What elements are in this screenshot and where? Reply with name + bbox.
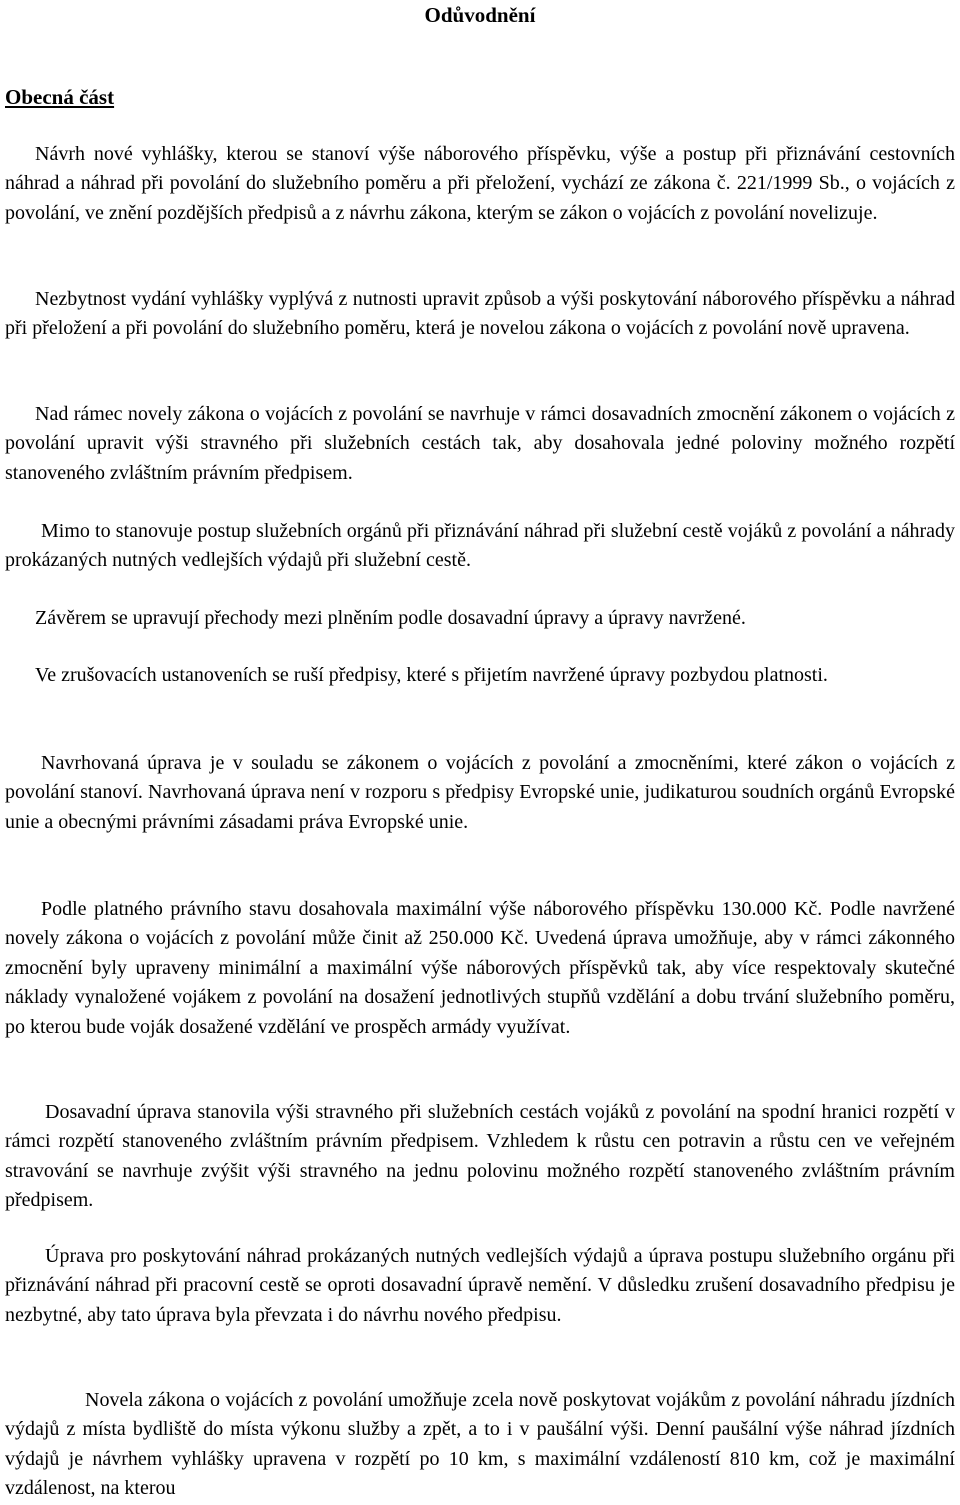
paragraph-1: Návrh nové vyhlášky, kterou se stanoví výše náborového příspěvku, výše a postup při přiznávání cestovních náhrad a náhrad při povolání do služebního poměru a při přeložení, vychází ze zákona č. 221/1999 Sb., o vojácích z povolání, ve znění pozdějších předpisů a z návrhu zákona, kterým se zákon o vojácích z povolání novelizuje. — [5, 143, 955, 224]
section-heading: Obecná část — [5, 85, 115, 109]
paragraph-6: Ve zrušovacích ustanoveních se ruší předpisy, které s přijetím navržené úpravy pozbydou platnosti. — [35, 664, 828, 686]
document-title: Odůvodnění — [424, 3, 536, 27]
paragraph-10: Úprava pro poskytování náhrad prokázaných nutných vedlejších výdajů a úprava postupu služebního orgánu při přiznávání náhrad při pracovní cestě se oproti dosavadní úpravě nemění. V důsledku zrušení dosavadního předpisu je nezbytné, aby tato úprava byla převzata i do návrhu nového předpisu. — [5, 1245, 955, 1326]
paragraph-4: Mimo to stanovuje postup služebních orgánů při přiznávání náhrad při služební cestě vojáků z povolání a náhrady prokázaných nutných vedlejších výdajů při služební cestě. — [5, 520, 955, 572]
paragraph-2: Nezbytnost vydání vyhlášky vyplývá z nutnosti upravit způsob a výši poskytování náborového příspěvku a náhrad při přeložení a při povolání do služebního poměru, která je novelou zákona o vojácích z povolání nově upravena. — [5, 288, 955, 340]
paragraph-9: Dosavadní úprava stanovila výši stravného při služebních cestách vojáků z povolání na spodní hranici rozpětí v rámci rozpětí stanoveného zvláštním právním předpisem. Vzhledem k růstu cen potravin a růstu cen ve veřejném stravování se navrhuje zvýšit výši stravného na jednu polovinu možného rozpětí stanoveného zvláštním právním předpisem. — [5, 1101, 955, 1212]
paragraph-8: Podle platného právního stavu dosahovala maximální výše náborového příspěvku 130.000 Kč. Podle navržené novely zákona o vojácích z povolání může činit až 250.000 Kč. Uvedená úprava umožňuje, aby v rámci zákonného zmocnění byly upraveny minimální a maximální výše náborových příspěvků tak, aby více respektovaly skutečné náklady vynaložené vojákem z povolání na dosažení jednotlivých stupňů vzdělání a dobu trvání služebního poměru, po kterou bude voják dosažené vzdělání ve prospěch armády využívat. — [5, 898, 955, 1038]
paragraph-3: Nad rámec novely zákona o vojácích z povolání se navrhuje v rámci dosavadních zmocnění zákonem o vojácích z povolání upravit výši stravného při služebních cestách tak, aby dosahovala jedné poloviny možného rozpětí stanoveného zvláštním právním předpisem. — [5, 403, 955, 484]
paragraph-7: Navrhovaná úprava je v souladu se zákonem o vojácích z povolání a zmocněními, které zákon o vojácích z povolání stanoví. Navrhovaná úprava není v rozporu s předpisy Evropské unie, judikaturou soudních orgánů Evropské unie a obecnými právními zásadami práva Evropské unie. — [5, 752, 955, 833]
paragraph-11: Novela zákona o vojácích z povolání umožňuje zcela nově poskytovat vojákům z povolání náhradu jízdních výdajů z místa bydliště do místa výkonu služby a zpět, a to i v paušální výši. Denní paušální výše náhrad jízdních výdajů je návrhem vyhlášky upravena v rozpětí po 10 km, s maximální vzdáleností 810 km, což je maximální vzdálenost, na kterou — [5, 1389, 955, 1500]
paragraph-5: Závěrem se upravují přechody mezi plněním podle dosavadní úpravy a úpravy navržené. — [35, 607, 746, 629]
